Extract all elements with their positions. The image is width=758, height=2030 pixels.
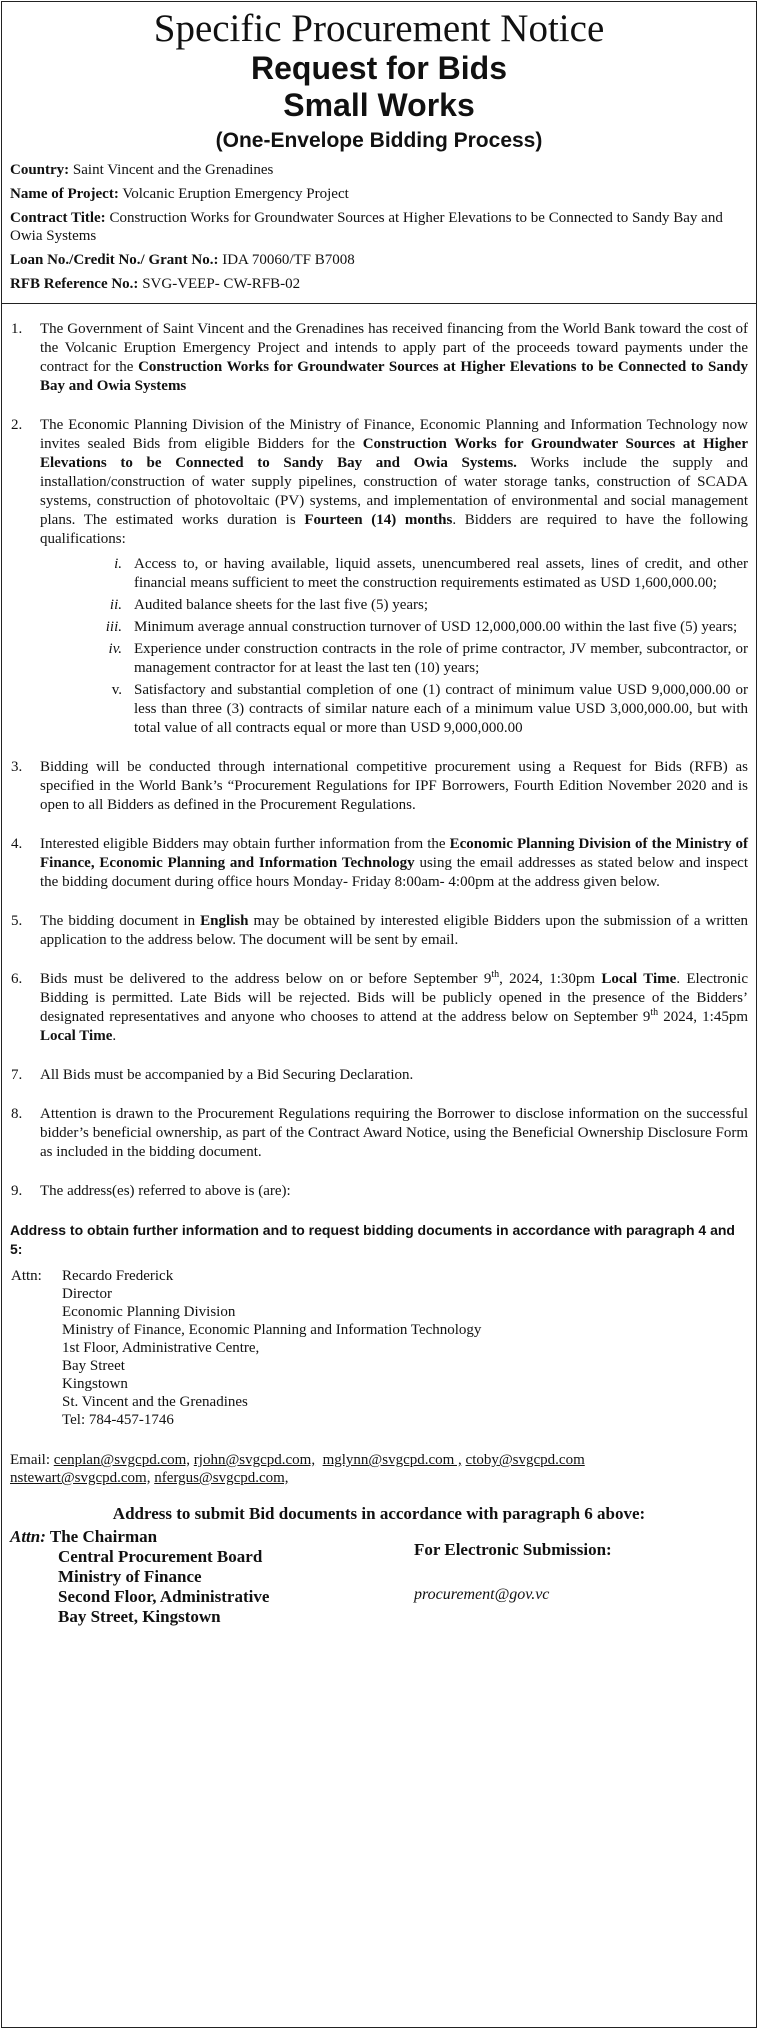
address-line: Director [62,1286,112,1302]
address-line: Tel: 784-457-1746 [62,1412,174,1428]
paragraph-7: 7. All Bids must be accompanied by a Bid Securing Declaration. [11,1067,414,1083]
electronic-submission-heading: For Electronic Submission: [414,1540,612,1559]
info-address-block [10,1267,748,1429]
address-line: Bay Street [62,1358,125,1374]
notice-page [1,1,757,2028]
email-link[interactable]: mglynn@svgcpd.com , [322,1452,462,1468]
submission-line: The Chairman [49,1527,158,1546]
notice-title: Specific Procurement Notice [153,7,605,50]
notice-subtitle-process: (One-Envelope Bidding Process) [215,129,543,152]
address-line: Recardo Frederick [62,1268,174,1284]
address-line: St. Vincent and the Grenadines [62,1394,248,1410]
qualification-item: iii. Minimum average annual construction turnover of USD 12,000,000.00 within the last five (5) years; [105,619,738,635]
notice-subtitle-rfb: Request for Bids [250,50,508,86]
paragraph-4: 4. Interested eligible Bidders may obtain further information from the Economic Planning Division of the Ministry of Finance, Economic Planning and Information Technology using the email addresses as stated below and inspect the bidding document during office hours Monday- Friday 8:00am- 4:00pm at the address given below. [11,836,748,890]
email-label: Email: [10,1452,50,1468]
notice-subtitle-small-works: Small Works [283,87,475,123]
submission-line: Ministry of Finance [58,1567,202,1586]
address-line: Economic Planning Division [62,1304,236,1320]
submission-block [10,1527,748,1627]
meta-country: Country: Saint Vincent and the Grenadines [10,162,274,178]
qualifications-list [40,555,748,738]
electronic-submission [414,1539,612,1605]
qualification-item: iv. Experience under construction contracts in the role of prime contractor, JV member, subcontractor, or management contractor for at least the last ten (10) years; [108,641,748,676]
attn-label: Attn: [11,1268,42,1284]
address-line: Ministry of Finance, Economic Planning and Information Technology [62,1322,482,1338]
notice-meta [10,161,748,293]
email-list [10,1451,748,1487]
paragraph-2: 2. The Economic Planning Division of the Ministry of Finance, Economic Planning and Information Technology now invites sealed Bids from eligible Bidders for the Construction Works for Groundwater Sources at Higher Elevations to be Connected to Sandy Bay and Owia Systems. Works include the supply and installation/construction of water supply pipelines, construction of water storage tanks, construction of SCADA systems, construction of photovoltaic (PV) systems, and implementation of environmental and social management plans. The estimated works duration is Fourteen (14) months. Bidders are required to have the following qualifications: i. Access to, or having available, liquid assets, unencumbered real assets, lines of credit, and other financial means sufficient to meet the construction requirements estimated as USD 1,600,000.00; ii. Audited balance sheets for the last five (5) years; iii. Minimum average annual construction turnover of USD 12,000,000.00 within the last five (5) years; iv. Experience under construction contracts in the role of prime contractor, JV member, subcontractor, or management contractor for at least the last ten (10) years; v. Satisfactory and substantial completion of one (1) contract of minimum value USD 9,000,000.00 or less than three (3) contracts of similar nature each of a minimum value USD 3,000,000.00, but with total value of all contracts equal or more than USD 9,000,000.00 [11,417,749,736]
paragraph-5: 5. The bidding document in English may be obtained by interested eligible Bidders upon the submission of a written application to the address below. The document will be sent by email. [11,913,749,948]
submission-line: Bay Street, Kingstown [58,1607,221,1626]
qualification-item: ii. Audited balance sheets for the last five (5) years; [109,597,429,613]
email-link[interactable]: rjohn@svgcpd.com, [193,1452,316,1468]
submission-attn-label: Attn: [10,1527,46,1546]
qualification-item: i. Access to, or having available, liquid assets, unencumbered real assets, lines of credit, and other financial means sufficient to meet the construction requirements estimated as USD 1,600,000.00; [114,556,748,591]
submission-heading: Address to submit Bid documents in accordance with paragraph 6 above: [112,1504,646,1523]
meta-project: Name of Project: Volcanic Eruption Emergency Project [10,186,349,202]
email-link[interactable]: nstewart@svgcpd.com, [10,1470,151,1486]
meta-contract: Contract Title: Construction Works for Groundwater Sources at Higher Elevations to be Connected to Sandy Bay and Owia Systems [10,210,723,244]
address-line: 1st Floor, Administrative Centre, [62,1340,260,1356]
header-divider [2,303,756,304]
paragraph-6: 6. Bids must be delivered to the address below on or before September 9th, 2024, 1:30pm Local Time. Electronic Bidding is permitted. Late Bids will be rejected. Bids will be publicly opened in the presence of the Bidders’ designated representatives and anyone who chooses to attend at the address below on September 9th 2024, 1:45pm Local Time. [11,969,749,1044]
qualification-item: v. Satisfactory and substantial completion of one (1) contract of minimum value USD 9,000,000.00 or less than three (3) contracts of similar nature each of a minimum value USD 3,000,000.00, but with total value of all contracts equal or more than USD 9,000,000.00 [111,682,748,736]
email-link[interactable]: nfergus@svgcpd.com, [154,1470,289,1486]
meta-loan: Loan No./Credit No./ Grant No.: IDA 70060/TF B7008 [10,252,355,268]
paragraph-3: 3. Bidding will be conducted through international competitive procurement using a Request for Bids (RFB) as specified in the World Bank’s “Procurement Regulations for IPF Borrowers, Fourth Edition November 2020 and is open to all Bidders as defined in the Procurement Regulations. [11,759,748,813]
meta-rfb: RFB Reference No.: SVG-VEEP- CW-RFB-02 [10,276,301,292]
info-address-heading: Address to obtain further information and to request bidding documents in accordance with paragraph 4 and 5: [10,1222,735,1257]
address-line: Kingstown [62,1376,128,1392]
email-link[interactable]: cenplan@svgcpd.com, [53,1452,191,1468]
paragraph-9: 9. The address(es) referred to above is (are): [11,1183,291,1199]
submission-line: Second Floor, Administrative [58,1587,270,1606]
email-link[interactable]: ctoby@svgcpd.com [465,1452,585,1468]
submission-line: Central Procurement Board [58,1547,263,1566]
paragraph-8: 8. Attention is drawn to the Procurement Regulations requiring the Borrower to disclose information on the successful bidder’s beneficial ownership, as part of the Contract Award Notice, using the Beneficial Ownership Disclosure Form as included in the bidding document. [11,1106,748,1160]
submission-address [10,1527,748,1627]
electronic-submission-email[interactable]: procurement@gov.vc [414,1586,550,1603]
notice-paragraphs [10,320,748,1201]
paragraph-1: 1. The Government of Saint Vincent and the Grenadines has received financing from the World Bank toward the cost of the Volcanic Eruption Emergency Project and intends to apply part of the proceeds toward payments under the contract for the Construction Works for Groundwater Sources at Higher Elevations to be Connected to Sandy Bay and Owia Systems [11,321,749,394]
